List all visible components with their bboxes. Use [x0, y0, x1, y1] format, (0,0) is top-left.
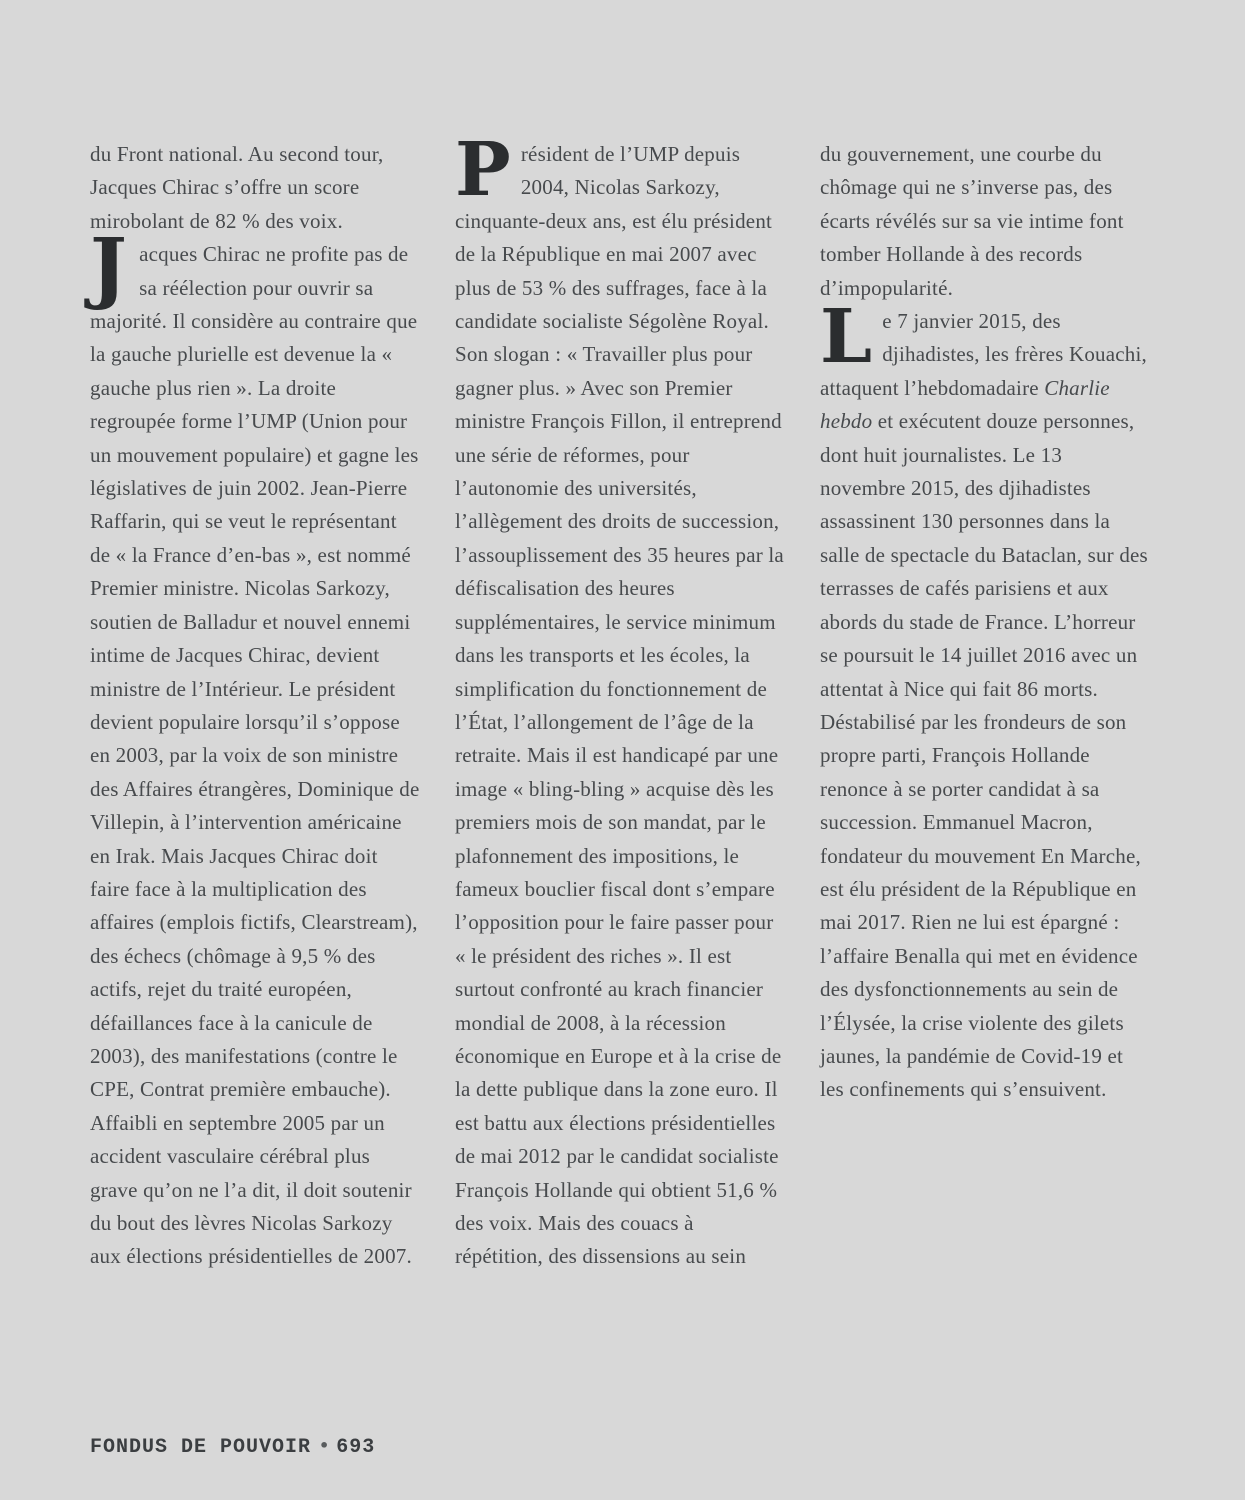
paragraph [90, 222, 422, 1274]
text-block [90, 127, 1152, 1274]
paragraph [90, 138, 422, 238]
page-number: 693 [336, 1436, 376, 1459]
paragraph [820, 294, 1152, 1107]
text-column-3 [820, 138, 1152, 1274]
paragraph-text: acques Chirac ne profite pas de sa réélection pour ouvrir sa majorité. Il considère au contraire que la gauche plurielle est devenue la « gauche plus rien ». La droite regroupée forme l’UMP (Union pour un mouvement populaire) et gagne les législatives de juin 2002. Jean-Pierre Raffarin, qui se veut le représentant de « la France d’en-bas », est nommé Premier ministre. Nicolas Sarkozy, soutien de Balladur et nouvel ennemi intime de Jacques Chirac, devient ministre de l’Intérieur. Le président devient populaire lorsqu’il s’oppose en 2003, par la voix de son ministre des Affaires étrangères, Dominique de Villepin, à l’intervention américaine en Irak. Mais Jacques Chirac doit faire face à la multiplication des affaires (emplois fictifs, Clearstream), des échecs (chômage à 9,5 % des actifs, rejet du traité européen, défaillances face à la canicule de 2003), des manifestations (contre le CPE, Contrat première embauche). Affaibli en septembre 2005 par un accident vasculaire cérébral plus grave qu’on ne l’a dit, il doit soutenir du bout des lèvres Nicolas Sarkozy aux élections présidentielles de 2007. [90, 242, 420, 1269]
paragraph-text: du Front national. Au second tour, Jacques Chirac s’offre un score mirobolant de 82 % des voix. [90, 142, 384, 233]
footer-bullet-icon: • [319, 1436, 331, 1455]
italic-publication-title: Charlie hebdo [820, 375, 1110, 434]
paragraph-text: du gouvernement, une courbe du chômage qui ne s’inverse pas, des écarts révélés sur sa vie intime font tomber Hollande à des records d’impopularité. [820, 142, 1124, 300]
paragraph [820, 138, 1152, 305]
paragraph-text: e 7 janvier 2015, des djihadistes, les frères Kouachi, attaquent l’hebdomadaire [820, 309, 1147, 400]
paragraph [455, 127, 787, 1274]
drop-cap-l: L [820, 294, 873, 381]
drop-cap-p: P [455, 127, 511, 213]
paragraph-text: et exécutent douze personnes, dont huit journalistes. Le 13 novembre 2015, des djihadistes assassinent 130 personnes dans la salle de spectacle du Bataclan, sur des terrasses de cafés parisiens et aux abords du stade de France. L’horreur se poursuit le 14 juillet 2016 avec un attentat à Nice qui fait 86 morts. Déstabilisé par les frondeurs de son propre parti, François Hollande renonce à se porter candidat à sa succession. Emmanuel Macron, fondateur du mouvement En Marche, est élu président de la République en mai 2017. Rien ne lui est épargné : l’affaire Benalla qui met en évidence des dysfonctionnements au sein de l’Élysée, la crise violente des gilets jaunes, la pandémie de Covid-19 et les confinements qui s’ensuivent. [820, 409, 1148, 1102]
footer-title: FONDUS DE POUVOIR [90, 1436, 312, 1459]
paragraph-text: résident de l’UMP depuis 2004, Nicolas Sarkozy, cinquante-deux ans, est élu président de la République en mai 2007 avec plus de 53 % des suffrages, face à la candidate socialiste Ségolène Royal. Son slogan : « Travailler plus pour gagner plus. » Avec son Premier ministre François Fillon, il entreprend une série de réformes, pour l’autonomie des universités, l’allègement des droits de succession, l’assouplissement des 35 heures par la défiscalisation des heures supplémentaires, le service minimum dans les transports et les écoles, la simplification du fonctionnement de l’État, l’allongement de l’âge de la retraite. Mais il est handicapé par une image « bling-bling » acquise dès les premiers mois de son mandat, par le plafonnement des impositions, le fameux bouclier fiscal dont s’empare l’opposition pour le faire passer pour « le président des riches ». Il est surtout confronté au krach financier mondial de 2008, à la récession économique en Europe et à la crise de la dette publique dans la zone euro. Il est battu aux élections présidentielles de mai 2012 par le candidat socialiste François Hollande qui obtient 51,6 % des voix. Mais des couacs à répétition, des dissensions au sein [455, 142, 784, 1269]
drop-cap-j: J [90, 222, 128, 314]
text-column-2 [455, 127, 787, 1274]
text-column-1 [90, 138, 422, 1274]
running-footer [90, 1436, 375, 1459]
